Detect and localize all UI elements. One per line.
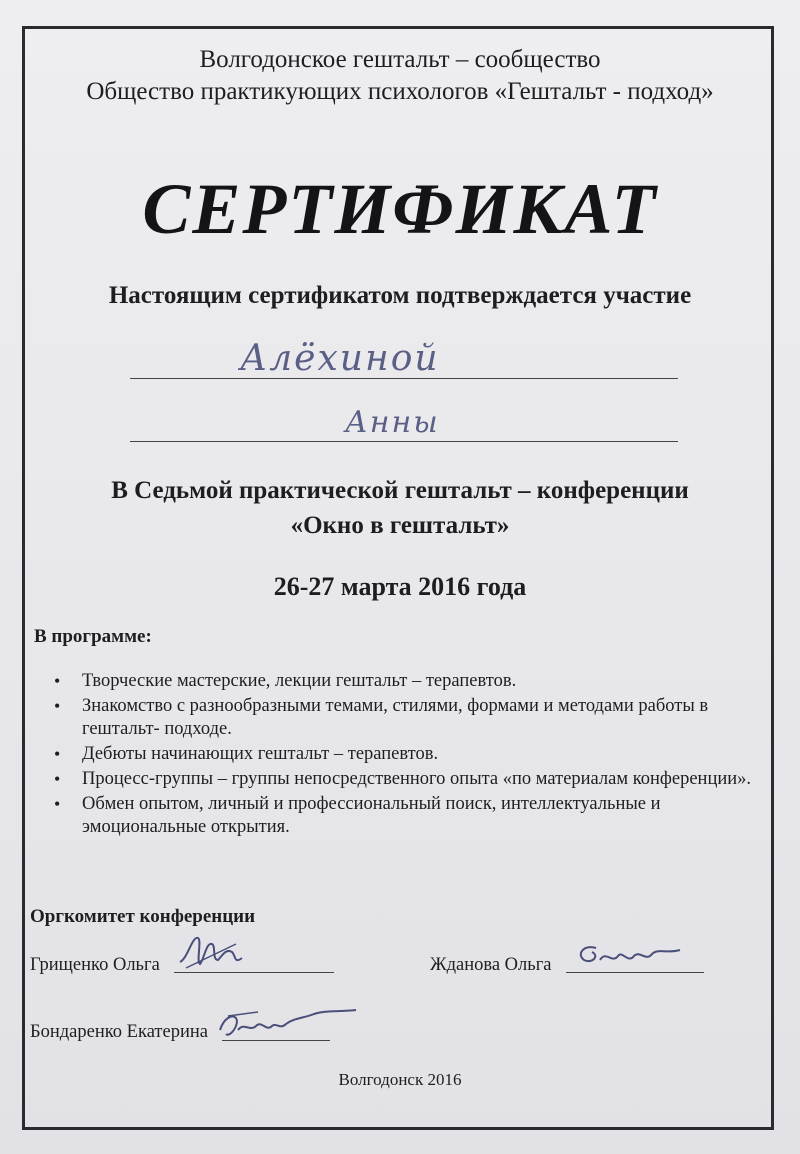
signature-zhdanova	[570, 938, 690, 978]
program-heading: В программе:	[34, 626, 152, 647]
signature-bondarenko	[214, 1004, 364, 1048]
certificate-title: СЕРТИФИКАТ	[142, 169, 658, 249]
program-list	[54, 670, 764, 841]
city-year: Волгодонск 2016	[338, 1070, 462, 1089]
conference-dates: 26-27 марта 2016 года	[273, 572, 527, 601]
organizing-committee-heading: Оргкомитет конференции	[30, 906, 256, 927]
signature-grishchenko	[176, 928, 246, 978]
committee-member-name: Жданова Ольга	[430, 955, 552, 975]
society-name: Общество практикующих психологов «Гештальт - подход»	[86, 78, 714, 105]
program-item: • Творческие мастерские, лекции гештальт – терапевтов.	[54, 670, 764, 693]
program-item: • Знакомство с разнообразными темами, стилями, формами и методами работы в гештальт- подходе.	[54, 695, 764, 741]
program-item: • Дебюты начинающих гештальт – терапевтов.	[54, 743, 764, 766]
conference-title: «Окно в гештальт»	[290, 512, 510, 539]
committee-member-name: Грищенко Ольга	[30, 955, 160, 975]
recipient-surname: Алёхиной	[240, 338, 440, 379]
conference-name: В Седьмой практической гештальт – конференции	[111, 477, 689, 504]
committee-member-name: Бондаренко Екатерина	[30, 1022, 208, 1042]
confirmation-text: Настоящим сертификатом подтверждается участие	[108, 282, 692, 309]
recipient-first-name: Анны	[345, 405, 440, 440]
program-item: • Процесс-группы – группы непосредственного опыта «по материалам конференции».	[54, 768, 764, 791]
first-name-line	[130, 441, 678, 442]
organization-name: Волгодонское гештальт – сообщество	[199, 46, 601, 73]
program-item: • Обмен опытом, личный и профессиональный поиск, интеллектуальные и эмоциональные открытия.	[54, 793, 764, 839]
